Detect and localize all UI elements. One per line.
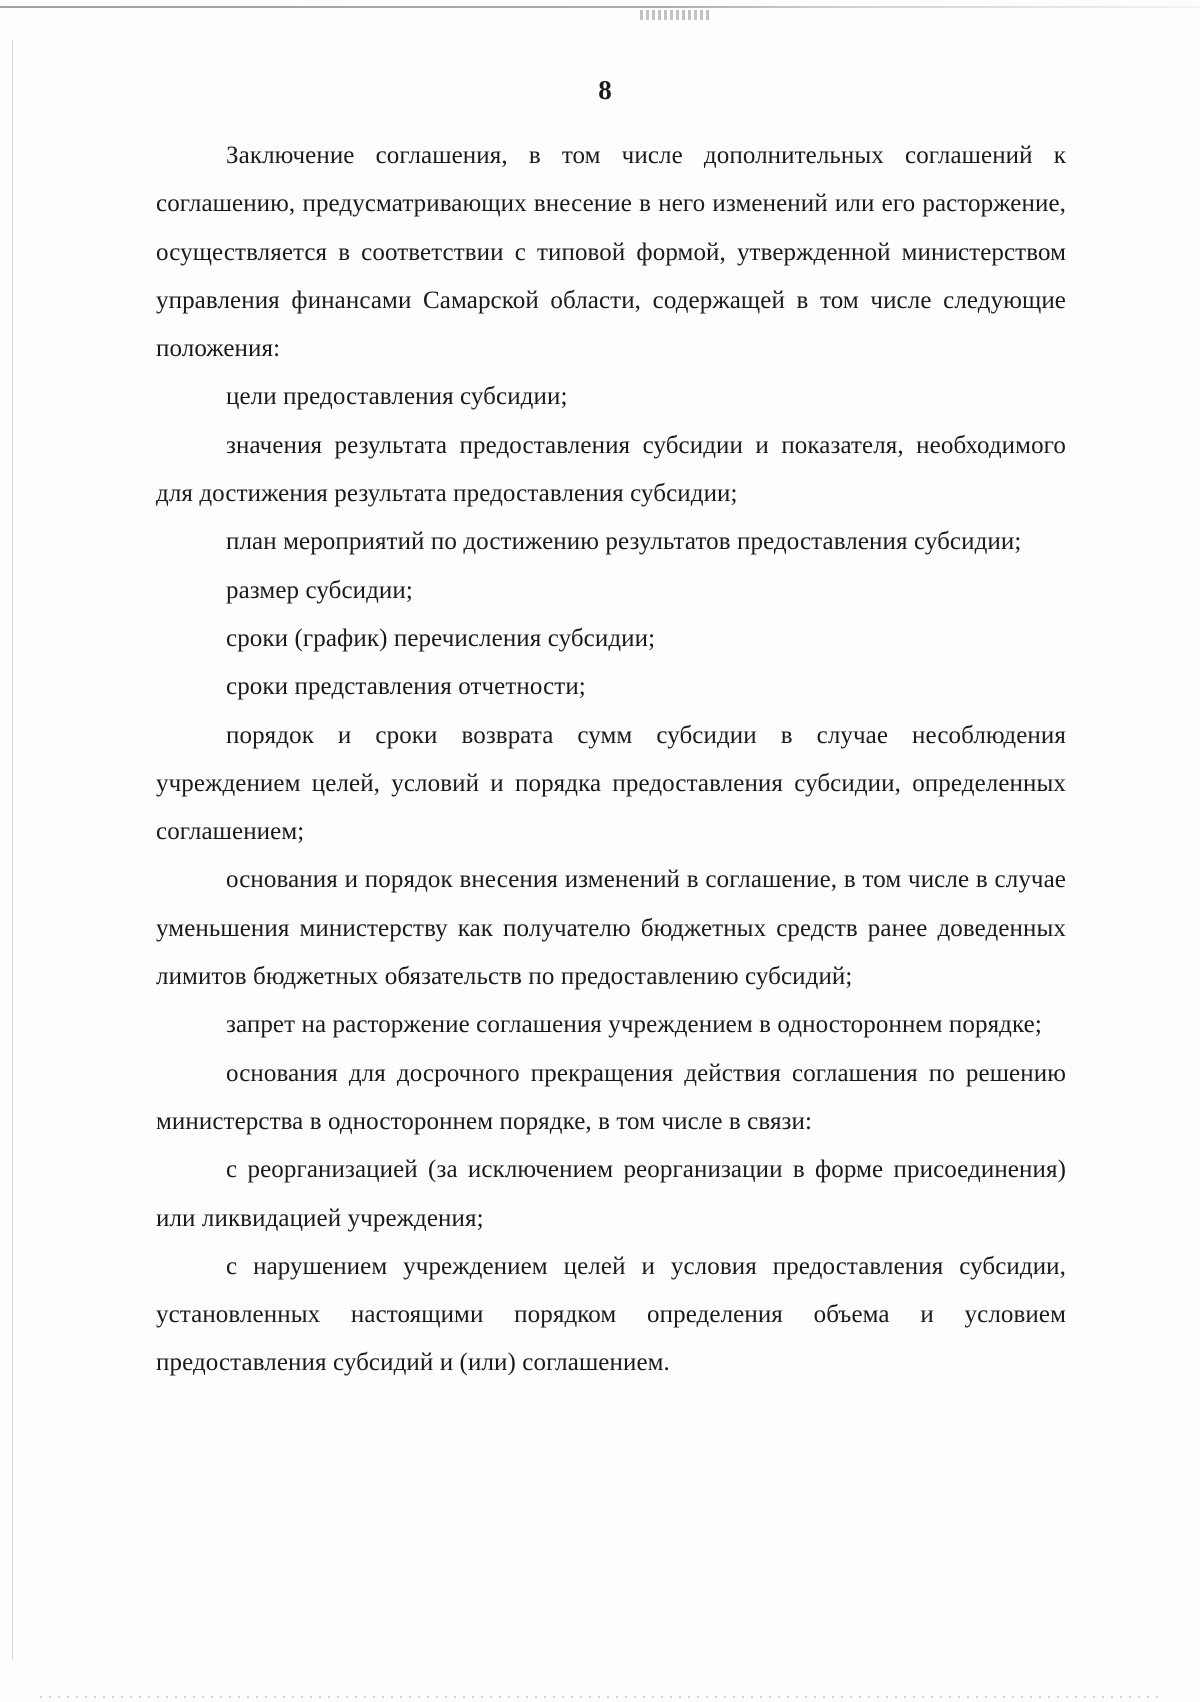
paragraph-reorganization: с реорганизацией (за исключением реорганизации в форме присоединения) или ликвидацией учреждения; bbox=[156, 1156, 1066, 1232]
paragraph-reporting-terms: сроки представления отчетности; bbox=[226, 673, 586, 701]
paragraph-amendment-grounds: основания и порядок внесения изменений в соглашение, в том числе в случае уменьшения министерству как получателю бюджетных средств ранее доведенных лимитов бюджетных обязательств по предоставлению субсидий; bbox=[156, 866, 1066, 991]
scan-artifact-top-line bbox=[0, 6, 1200, 8]
paragraph-action-plan: план мероприятий по достижению результатов предоставления субсидии; bbox=[226, 528, 1022, 556]
paragraph-early-termination: основания для досрочного прекращения действия соглашения по решению министерства в одностороннем порядке, в том числе в связи: bbox=[156, 1059, 1066, 1135]
scan-artifact-bottom-noise bbox=[40, 1696, 1160, 1698]
paragraph-subsidy-goals: цели предоставления субсидии; bbox=[226, 383, 568, 411]
paragraph-termination-ban: запрет на расторжение соглашения учреждением в одностороннем порядке; bbox=[226, 1011, 1042, 1039]
scan-artifact-left-edge bbox=[12, 40, 13, 1660]
paragraph-refund-procedure: порядок и сроки возврата сумм субсидии в случае несоблюдения учреждением целей, условий и порядка предоставления субсидии, определенных соглашением; bbox=[156, 721, 1066, 846]
scan-artifact-top-noise bbox=[640, 10, 710, 20]
page-number: 8 bbox=[598, 75, 612, 105]
paragraph-violation: с нарушением учреждением целей и условия предоставления субсидии, установленных настоящими порядком определения объема и условием предоставления субсидий и (или) соглашением. bbox=[156, 1252, 1066, 1377]
paragraph-result-values: значения результата предоставления субсидии и показателя, необходимого для достижения результата предоставления субсидии; bbox=[156, 431, 1066, 508]
document-body bbox=[156, 132, 1066, 1388]
paragraph-subsidy-amount: размер субсидии; bbox=[226, 576, 413, 604]
paragraph-transfer-schedule: сроки (график) перечисления субсидии; bbox=[226, 624, 656, 652]
paragraph-agreement-intro: Заключение соглашения, в том числе дополнительных соглашений к соглашению, предусматривающих внесение в него изменений или его расторжение, осуществляется в соответствии с типовой формой, утвержденной министерством управления финансами Самарской области, содержащей в том числе следующие положения: bbox=[156, 142, 1066, 363]
